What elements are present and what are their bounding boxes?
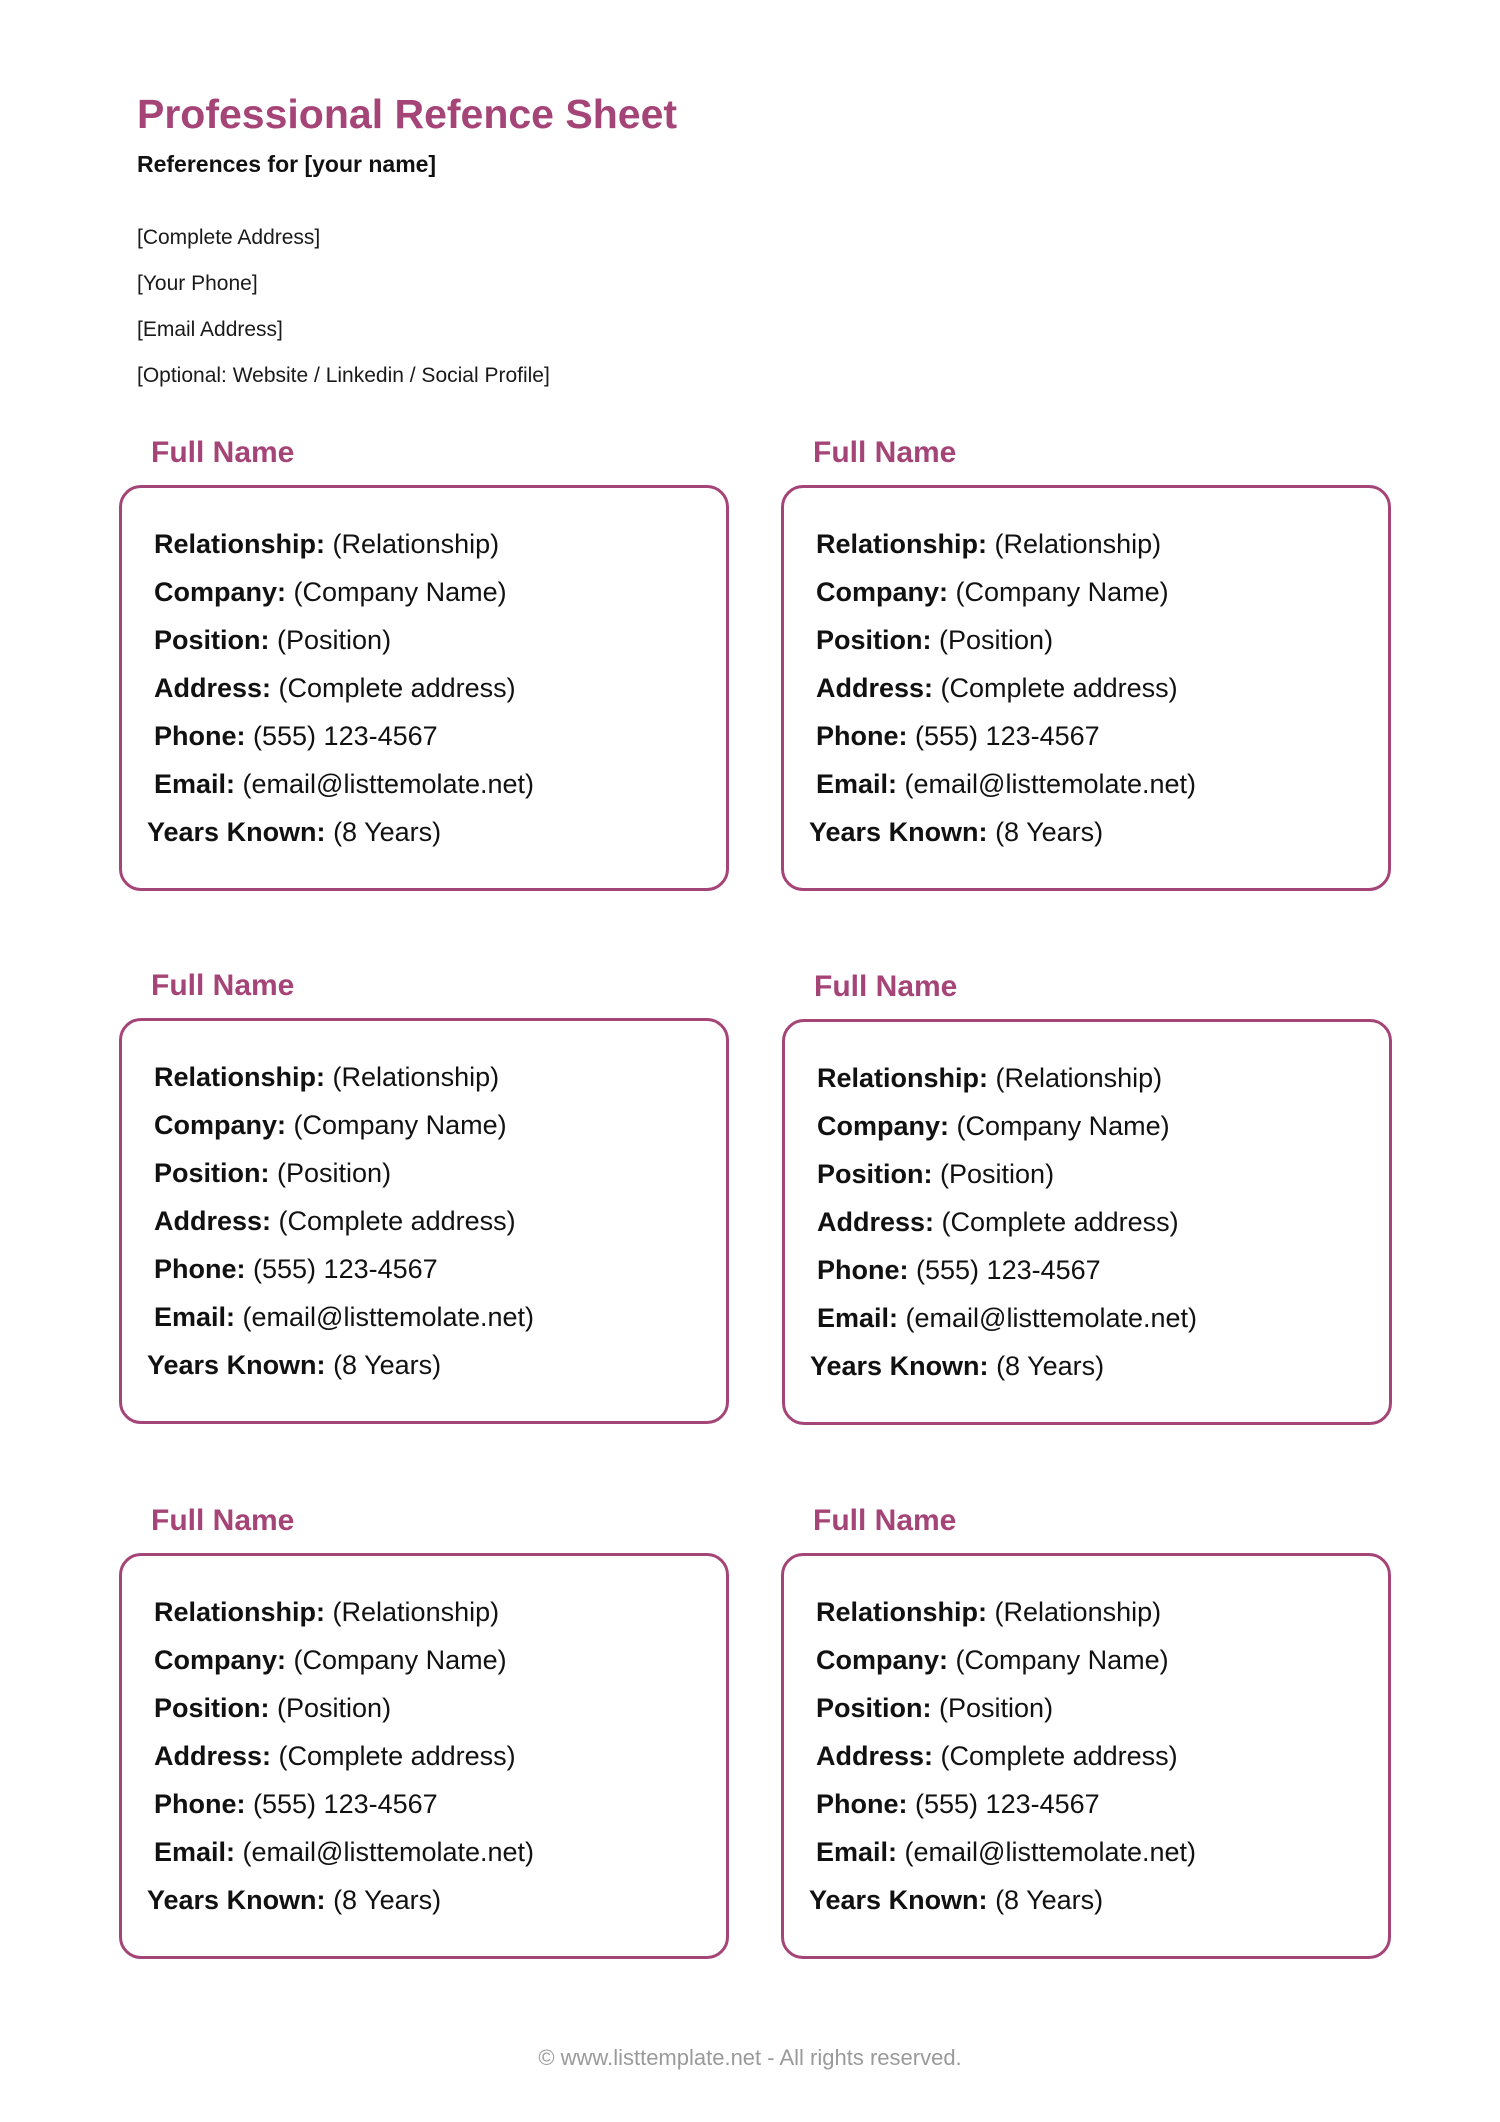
- reference-details-box: [119, 1018, 729, 1424]
- address-value: (Complete address): [278, 673, 516, 703]
- relationship-value: (Relationship): [332, 529, 500, 559]
- email-field: [122, 1828, 726, 1876]
- relationship-label: Relationship:: [816, 529, 988, 559]
- position-value: (Position): [940, 1159, 1055, 1189]
- reference-details-box: [781, 485, 1391, 891]
- email-label: Email:: [154, 1837, 236, 1867]
- company-label: Company:: [154, 1110, 287, 1140]
- company-field: [784, 568, 1388, 616]
- years-known-field: [784, 1876, 1388, 1924]
- email-label: Email:: [817, 1303, 899, 1333]
- relationship-field: [784, 1588, 1388, 1636]
- phone-field: [122, 1780, 726, 1828]
- company-value: (Company Name): [956, 1111, 1170, 1141]
- address-value: (Complete address): [941, 1207, 1179, 1237]
- phone-field: [122, 712, 726, 760]
- years-known-label: Years Known:: [810, 1351, 989, 1381]
- phone-label: Phone:: [817, 1255, 909, 1285]
- years-known-label: Years Known:: [147, 1350, 326, 1380]
- phone-field: [785, 1246, 1389, 1294]
- address-field: [122, 1197, 726, 1245]
- relationship-label: Relationship:: [817, 1063, 989, 1093]
- company-field: [784, 1636, 1388, 1684]
- relationship-value: (Relationship): [994, 529, 1162, 559]
- email-value: (email@listtemolate.net): [904, 769, 1197, 799]
- address-value: (Complete address): [940, 1741, 1178, 1771]
- email-label: Email:: [816, 769, 898, 799]
- relationship-label: Relationship:: [154, 1062, 326, 1092]
- position-field: [784, 616, 1388, 664]
- page-title: Professional Refence Sheet: [137, 91, 678, 137]
- relationship-label: Relationship:: [154, 1597, 326, 1627]
- position-value: (Position): [939, 1693, 1054, 1723]
- reference-name: Full Name: [151, 1504, 295, 1537]
- years-known-value: (8 Years): [333, 1350, 442, 1380]
- reference-name: Full Name: [151, 969, 295, 1002]
- company-label: Company:: [816, 577, 949, 607]
- phone-value: (555) 123-4567: [253, 1254, 438, 1284]
- contact-phone: [Your Phone]: [137, 272, 258, 295]
- position-label: Position:: [154, 1693, 270, 1723]
- position-label: Position:: [154, 625, 270, 655]
- position-value: (Position): [277, 1158, 392, 1188]
- company-value: (Company Name): [293, 1110, 507, 1140]
- company-label: Company:: [816, 1645, 949, 1675]
- position-field: [122, 1684, 726, 1732]
- reference-card: [781, 427, 1391, 891]
- company-value: (Company Name): [955, 1645, 1169, 1675]
- position-label: Position:: [816, 1693, 932, 1723]
- position-field: [122, 1149, 726, 1197]
- contact-address: [Complete Address]: [137, 226, 321, 249]
- reference-details-box: [781, 1553, 1391, 1959]
- address-label: Address:: [154, 1741, 272, 1771]
- page-subtitle: References for [your name]: [137, 151, 437, 177]
- years-known-field: [784, 808, 1388, 856]
- reference-name: Full Name: [814, 970, 958, 1003]
- reference-card: [119, 1495, 729, 1959]
- phone-field: [784, 1780, 1388, 1828]
- position-field: [784, 1684, 1388, 1732]
- reference-name: Full Name: [813, 436, 957, 469]
- company-value: (Company Name): [293, 1645, 507, 1675]
- relationship-field: [122, 1588, 726, 1636]
- reference-details-box: [119, 1553, 729, 1959]
- email-label: Email:: [154, 1302, 236, 1332]
- years-known-label: Years Known:: [147, 1885, 326, 1915]
- email-label: Email:: [154, 769, 236, 799]
- email-value: (email@listtemolate.net): [905, 1303, 1198, 1333]
- email-field: [785, 1294, 1389, 1342]
- contact-email: [Email Address]: [137, 318, 283, 341]
- phone-field: [784, 712, 1388, 760]
- years-known-label: Years Known:: [809, 817, 988, 847]
- reference-details-box: [119, 485, 729, 891]
- years-known-value: (8 Years): [995, 817, 1104, 847]
- years-known-value: (8 Years): [996, 1351, 1105, 1381]
- email-value: (email@listtemolate.net): [242, 769, 535, 799]
- years-known-value: (8 Years): [995, 1885, 1104, 1915]
- email-field: [784, 1828, 1388, 1876]
- company-field: [785, 1102, 1389, 1150]
- address-field: [785, 1198, 1389, 1246]
- position-field: [785, 1150, 1389, 1198]
- years-known-field: [785, 1342, 1389, 1390]
- years-known-label: Years Known:: [809, 1885, 988, 1915]
- relationship-value: (Relationship): [332, 1062, 500, 1092]
- copyright-footer: © www.listtemplate.net - All rights reserved.: [538, 2045, 962, 2070]
- contact-website: [Optional: Website / Linkedin / Social Profile]: [137, 364, 550, 387]
- address-label: Address:: [816, 1741, 934, 1771]
- phone-value: (555) 123-4567: [915, 721, 1100, 751]
- address-label: Address:: [154, 1206, 272, 1236]
- phone-field: [122, 1245, 726, 1293]
- email-value: (email@listtemolate.net): [904, 1837, 1197, 1867]
- reference-card: [782, 961, 1392, 1425]
- address-value: (Complete address): [278, 1206, 516, 1236]
- phone-label: Phone:: [154, 1789, 246, 1819]
- company-label: Company:: [154, 1645, 287, 1675]
- company-value: (Company Name): [955, 577, 1169, 607]
- years-known-field: [122, 808, 726, 856]
- address-field: [122, 664, 726, 712]
- phone-label: Phone:: [154, 1254, 246, 1284]
- company-label: Company:: [817, 1111, 950, 1141]
- email-field: [784, 760, 1388, 808]
- position-label: Position:: [817, 1159, 933, 1189]
- phone-label: Phone:: [816, 1789, 908, 1819]
- phone-value: (555) 123-4567: [253, 721, 438, 751]
- position-label: Position:: [816, 625, 932, 655]
- relationship-field: [785, 1054, 1389, 1102]
- reference-details-box: [782, 1019, 1392, 1425]
- email-label: Email:: [816, 1837, 898, 1867]
- relationship-value: (Relationship): [995, 1063, 1163, 1093]
- address-label: Address:: [154, 673, 272, 703]
- phone-label: Phone:: [154, 721, 246, 751]
- reference-card: [119, 427, 729, 891]
- reference-card: [781, 1495, 1391, 1959]
- relationship-value: (Relationship): [994, 1597, 1162, 1627]
- address-field: [784, 664, 1388, 712]
- phone-label: Phone:: [816, 721, 908, 751]
- phone-value: (555) 123-4567: [915, 1789, 1100, 1819]
- position-value: (Position): [939, 625, 1054, 655]
- address-value: (Complete address): [278, 1741, 516, 1771]
- position-value: (Position): [277, 1693, 392, 1723]
- reference-card: [119, 960, 729, 1424]
- relationship-field: [784, 520, 1388, 568]
- years-known-value: (8 Years): [333, 817, 442, 847]
- email-value: (email@listtemolate.net): [242, 1302, 535, 1332]
- address-value: (Complete address): [940, 673, 1178, 703]
- phone-value: (555) 123-4567: [916, 1255, 1101, 1285]
- address-field: [122, 1732, 726, 1780]
- reference-name: Full Name: [151, 436, 295, 469]
- years-known-field: [122, 1341, 726, 1389]
- reference-name: Full Name: [813, 1504, 957, 1537]
- position-value: (Position): [277, 625, 392, 655]
- email-field: [122, 1293, 726, 1341]
- address-label: Address:: [817, 1207, 935, 1237]
- years-known-field: [122, 1876, 726, 1924]
- position-field: [122, 616, 726, 664]
- years-known-value: (8 Years): [333, 1885, 442, 1915]
- email-value: (email@listtemolate.net): [242, 1837, 535, 1867]
- address-field: [784, 1732, 1388, 1780]
- address-label: Address:: [816, 673, 934, 703]
- relationship-value: (Relationship): [332, 1597, 500, 1627]
- company-field: [122, 568, 726, 616]
- company-field: [122, 1636, 726, 1684]
- contact-info: [137, 215, 550, 399]
- phone-value: (555) 123-4567: [253, 1789, 438, 1819]
- position-label: Position:: [154, 1158, 270, 1188]
- email-field: [122, 760, 726, 808]
- relationship-label: Relationship:: [816, 1597, 988, 1627]
- years-known-label: Years Known:: [147, 817, 326, 847]
- company-field: [122, 1101, 726, 1149]
- company-value: (Company Name): [293, 577, 507, 607]
- relationship-field: [122, 520, 726, 568]
- relationship-label: Relationship:: [154, 529, 326, 559]
- company-label: Company:: [154, 577, 287, 607]
- relationship-field: [122, 1053, 726, 1101]
